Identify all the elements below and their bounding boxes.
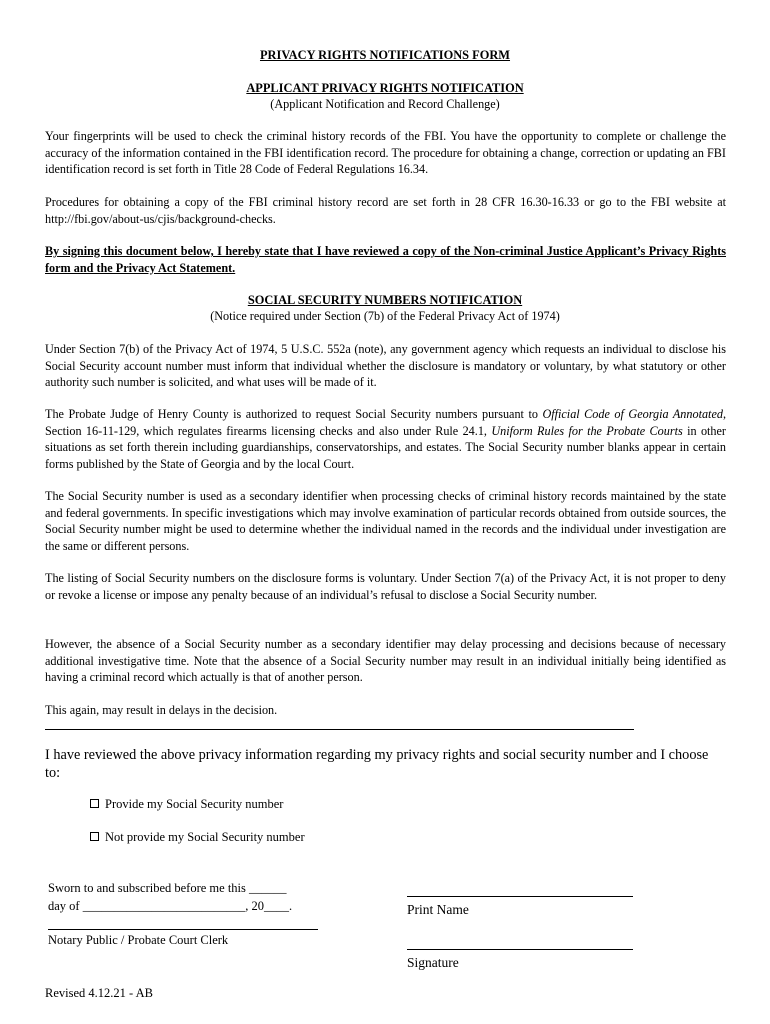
fbi-record-paragraph: Procedures for obtaining a copy of the FBI criminal history record are set forth in 28 CFR 16.30-16.33 or go to the FBI website at http://fbi.gov/about-us/cjis/background-checks. bbox=[45, 195, 726, 226]
secondary-identifier-paragraph: The Social Security number is used as a secondary identifier when processing checks of criminal history records maintained by the state and federal governments. In specific investigations which may involve examination of particular records obtained from outside sources, the Social Security number might be used to determine whether the individual named in the records and the individual under investigation are the same or different persons. bbox=[45, 489, 726, 553]
signing-statement: By signing this document below, I hereby state that I have reviewed a copy of the Non-criminal Justice Applicant’s Privacy Rights form and the Privacy Act Statement. bbox=[45, 244, 726, 275]
section2-subtitle: (Notice required under Section (7b) of the Federal Privacy Act of 1974) bbox=[210, 309, 560, 323]
section1-title: APPLICANT PRIVACY RIGHTS NOTIFICATION bbox=[246, 81, 524, 95]
print-name-label: Print Name bbox=[407, 902, 469, 917]
not-provide-ssn-checkbox[interactable] bbox=[90, 832, 99, 841]
fingerprint-paragraph: Your fingerprints will be used to check the criminal history records of the FBI. You have the opportunity to complete or challenge the accuracy of the information contained in the FBI identification record. The procedure for obtaining a change, correction or updating an FBI identification record is set forth in Title 28 Code of Federal Regulations 16.34. bbox=[45, 129, 726, 177]
signature-line[interactable] bbox=[407, 949, 633, 950]
form-title: PRIVACY RIGHTS NOTIFICATIONS FORM bbox=[259, 48, 511, 62]
revision-note: Revised 4.12.21 - AB bbox=[45, 986, 153, 1000]
absence-paragraph: However, the absence of a Social Security number as a secondary identifier may delay processing and decisions because of necessary additional investigative time. Note that the absence of a Social Security number may result in an individual initially being identified as having a criminal record which actually is that of another person. bbox=[45, 637, 726, 685]
section2-title: SOCIAL SECURITY NUMBERS NOTIFICATION bbox=[247, 293, 523, 307]
notary-label: Notary Public / Probate Court Clerk bbox=[48, 933, 229, 947]
provide-ssn-option[interactable]: Provide my Social Security number bbox=[90, 797, 283, 812]
provide-ssn-checkbox[interactable] bbox=[90, 799, 99, 808]
signature-label: Signature bbox=[407, 955, 459, 970]
section-divider bbox=[45, 729, 634, 730]
choice-question: I have reviewed the above privacy information regarding my privacy rights and social security number and I choose to: bbox=[45, 747, 709, 781]
sworn-line-1: Sworn to and subscribed before me this ______ bbox=[48, 881, 287, 895]
privacy-act-paragraph: Under Section 7(b) of the Privacy Act of 1974, 5 U.S.C. 552a (note), any government agency which requests an individual to disclose his Social Security account number must inform that individual whether the disclosure is mandatory or voluntary, by what statutory or other authority such number is solicited, and what uses will be made of it. bbox=[45, 342, 726, 390]
not-provide-ssn-option[interactable]: Not provide my Social Security number bbox=[90, 830, 305, 845]
print-name-line[interactable] bbox=[407, 896, 633, 897]
section1-subtitle: (Applicant Notification and Record Challenge) bbox=[270, 97, 500, 111]
voluntary-listing-paragraph: The listing of Social Security numbers on the disclosure forms is voluntary. Under Section 7(a) of the Privacy Act, it is not proper to deny or revoke a license or impose any penalty because of an individual’s refusal to disclose a Social Security number. bbox=[45, 571, 726, 602]
probate-judge-paragraph: The Probate Judge of Henry County is authorized to request Social Security numbers pursuant to Official Code of Georgia Annotated, Section 16-11-129, which regulates firearms licensing checks and also under Rule 24.1, Uniform Rules for the Probate Courts in other situations as set forth therein including guardianships, conservatorships, and estates. The Social Security number blanks appear in certain forms published by the State of Georgia and by the local Court. bbox=[45, 407, 726, 471]
delay-paragraph: This again, may result in delays in the decision. bbox=[45, 703, 278, 717]
sworn-line-2: day of __________________________, 20____. bbox=[48, 899, 293, 913]
notary-signature-line[interactable] bbox=[48, 929, 318, 930]
